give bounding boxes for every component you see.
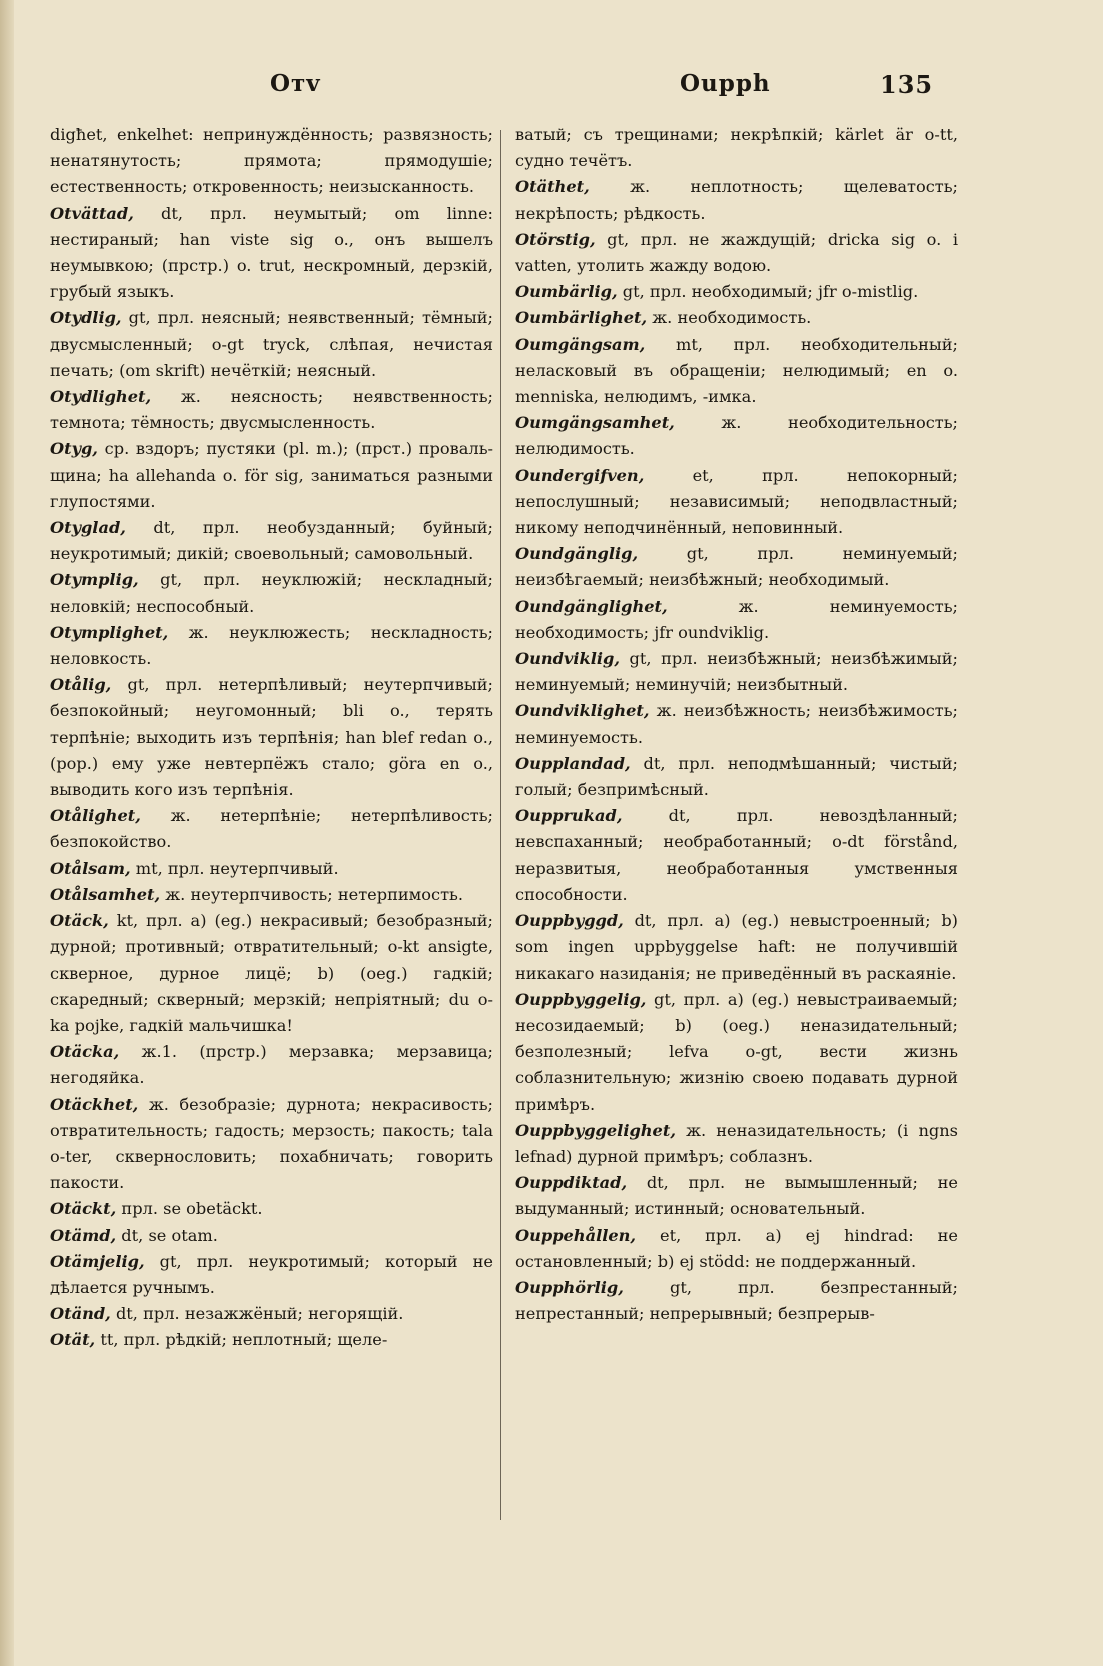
entry-headword: Ouppehållen, (515, 1225, 637, 1245)
entry-definition: gt, прл. безпрестанный; непрестанный; непрерывный; безпрерыв- (515, 1277, 958, 1324)
dictionary-entry (515, 122, 958, 174)
entry-definition: прл. se obetäckt. (116, 1199, 263, 1219)
entry-headword: Otålsamhet, (50, 884, 161, 904)
entry-definition: dt, прл. неумытый; om linne: нестираный; han viste sig o., онъ вышелъ неумывкою; (прстр.) o. trut, нескромный, дерзкій, грубый языкъ. (50, 203, 493, 302)
left-guide-word: Отv (270, 70, 321, 97)
dictionary-entry (515, 410, 958, 462)
entry-headword: Otydlighet, (50, 387, 152, 407)
entry-headword: Otörstig, (515, 229, 596, 249)
entry-headword: Otymplighet, (50, 622, 169, 642)
entry-definition: gt, прл. неукротимый; который не дѣлается ручнымъ. (50, 1251, 493, 1297)
dictionary-entry (515, 1223, 958, 1275)
entry-headword: Oupprukad, (515, 806, 623, 826)
dictionary-entry (515, 174, 958, 226)
entry-definition: digħet, enkelhet: непринуждённость; развязность; ненатянутость; прямота; прямодушіе; естественность; откровенность; неизысканность. (50, 125, 493, 197)
entry-headword: Otäcka, (50, 1042, 120, 1062)
entry-headword: Oundviklighet, (515, 701, 650, 721)
entry-headword: Ouppbyggelig, (515, 989, 647, 1009)
entry-definition: dt, прл. невоздѣланный; невспаханный; необработанный; o-dt förstånd, неразвитыя, необработанныя умственныя способности. (515, 806, 958, 904)
dictionary-entry (515, 646, 958, 698)
entry-headword: Oundgänglig, (515, 544, 639, 564)
entry-headword: Otäckhet, (50, 1094, 139, 1114)
entry-definition: gt, прл. неясный; неявственный; тёмный; двусмысленный; o-gt tryck, слѣпая, нечистая печать; (om skrift) нечёткій; неясный. (50, 308, 493, 380)
dictionary-entry (515, 908, 958, 987)
entry-definition: gt, прл. нетерпѣливый; неутерпчивый; безпокойный; неугомонный; bli o., терять терпѣніе; выходить изъ терпѣнія; han blef redan o., (рор.) ему уже невтерпёжъ стало; göra en o., выводить кого изъ терпѣнія. (50, 675, 493, 800)
entry-definition: gt, прл. не жаждущій; dricka sig o. i vatten, утолить жажду водою. (515, 229, 958, 276)
column-divider (500, 130, 501, 1520)
dictionary-entry (515, 1275, 958, 1327)
dictionary-entry (50, 567, 493, 619)
dictionary-entry (515, 541, 958, 593)
entry-definition: ж. неясность; неявственность; темнота; тёмность; двусмысленность. (50, 387, 493, 433)
entry-headword: Otydlig, (50, 308, 122, 328)
dictionary-entry (50, 436, 493, 515)
entry-headword: Ouppbyggelighet, (515, 1120, 676, 1140)
entry-definition: gt, прл. неизбѣжный; неизбѣжимый; неминуемый; неминучій; неизбытный. (515, 649, 958, 695)
dictionary-entry (50, 1196, 493, 1222)
entry-definition: ж. нетерпѣніе; нетерпѣливость; безпокойство. (50, 806, 493, 852)
dictionary-entry (515, 332, 958, 411)
entry-definition: ж. неплотность; щелеватость; некрѣпость; рѣдкость. (515, 177, 958, 223)
entry-definition: ж. неуклюжесть; нескладность; неловкость. (50, 622, 493, 669)
dictionary-entry (50, 1039, 493, 1091)
entry-headword: Otänd, (50, 1304, 111, 1324)
entry-definition: dt, прл. необузданный; буйный; неукротимый; дикій; своевольный; самовольный. (50, 518, 493, 564)
dictionary-entry (50, 1301, 493, 1327)
entry-definition: ж.1. (прстр.) мерзавка; мерзавица; негодяйка. (50, 1042, 493, 1088)
entry-headword: Oupphörlig, (515, 1277, 624, 1297)
dictionary-entry (515, 305, 958, 331)
dictionary-entry (515, 698, 958, 750)
entry-definition: ж. безобразіе; дурнота; некрасивость; отвратительность; гадость; мерзость; пакость; tala o-ter, сквернословить; похабничать; говорить пакости. (50, 1094, 493, 1193)
entry-headword: Otämjelig, (50, 1251, 145, 1271)
dictionary-entry (50, 305, 493, 384)
dictionary-entry (50, 908, 493, 1039)
dictionary-entry (515, 987, 958, 1118)
entry-headword: Ouppbyggd, (515, 911, 624, 931)
dictionary-entry (50, 515, 493, 567)
dictionary-entry (50, 803, 493, 855)
entry-definition: ж. неутерпчивость; нетерпимость. (160, 884, 463, 904)
dictionary-entry (50, 384, 493, 436)
entry-headword: Oundergifven, (515, 465, 645, 485)
dictionary-entry (515, 227, 958, 279)
entry-headword: Otålig, (50, 675, 112, 695)
entry-definition: ср. вздоръ; пустяки (pl. m.); (прст.) провальщина; ha allehanda o. för sig, заниматься разными глупостями. (50, 439, 493, 511)
entry-definition: ж. неназидательность; (i ngns lefnad) дурной примѣръ; соблазнъ. (515, 1120, 958, 1166)
entry-headword: Otyglad, (50, 518, 126, 538)
entry-definition: mt, прл. необходительный; неласковый въ обращеніи; нелюдимый; en o. menniska, нелюдимъ, -имка. (515, 334, 958, 407)
entry-headword: Ouppdiktad, (515, 1173, 628, 1193)
entry-definition: dt, se otam. (116, 1225, 218, 1245)
page-edge-shadow (0, 0, 14, 1666)
entry-definition: ж. необходительность; нелюдимость. (515, 413, 958, 459)
dictionary-entry (50, 122, 493, 201)
entry-definition: gt, прл. необходимый; jfr o-mistlig. (617, 282, 919, 302)
entry-headword: Oupplandad, (515, 753, 631, 773)
dictionary-entry (50, 201, 493, 306)
entry-headword: Oundviklig, (515, 649, 620, 669)
entry-headword: Otyg, (50, 439, 98, 459)
entry-definition: dt, прл. неподмѣшанный; чистый; голый; безпримѣсный. (515, 753, 958, 800)
entry-definition: gt, прл. неминуемый; неизбѣгаемый; неизбѣжный; необходимый. (515, 544, 958, 590)
entry-headword: Otålsam, (50, 858, 131, 878)
dictionary-entry (50, 856, 493, 882)
dictionary-entry (50, 1327, 493, 1353)
right-column (515, 122, 958, 1327)
dictionary-entry (515, 803, 958, 908)
dictionary-entry (50, 1249, 493, 1301)
entry-definition: ж. неизбѣжность; неизбѣжимость; неминуемость. (515, 701, 958, 747)
dictionary-entry (515, 1118, 958, 1170)
entry-headword: Oumgängsam, (515, 334, 646, 354)
entry-headword: Oumgängsamhet, (515, 413, 675, 433)
dictionary-entry (50, 1223, 493, 1249)
dictionary-entry (515, 463, 958, 542)
dictionary-entry (50, 672, 493, 803)
entry-definition: dt, прл. не вымышленный; не выдуманный; истинный; основательный. (515, 1173, 958, 1219)
dictionary-entry (515, 279, 958, 305)
entry-headword: Oundgänglighet, (515, 596, 668, 616)
dictionary-entry (50, 620, 493, 672)
entry-headword: Otymplig, (50, 570, 139, 590)
entry-definition: gt, прл. неуклюжій; нескладный; неловкій; неспособный. (50, 570, 493, 616)
entry-definition: tt, прл. рѣдкій; неплотный; щеле- (95, 1330, 388, 1350)
entry-definition: et, прл. а) ej hindrad: не остановленный; b) ej stödd: не поддержанный. (515, 1225, 958, 1271)
entry-definition: ж. необходимость. (647, 308, 812, 328)
entry-definition: et, прл. непокорный; непослушный; независимый; неподвластный; никому неподчинённый, неповинный. (515, 465, 958, 538)
entry-definition: dt, прл. незажжёный; негорящій. (110, 1304, 404, 1324)
dictionary-entry (515, 751, 958, 803)
entry-headword: Oumbärlighet, (515, 308, 648, 328)
entry-headword: Otvättad, (50, 203, 134, 223)
dictionary-entry (50, 1092, 493, 1197)
entry-headword: Otäckt, (50, 1199, 117, 1219)
dictionary-entry (515, 594, 958, 646)
page-number: 135 (880, 70, 934, 99)
entry-definition: kt, прл. а) (eg.) некрасивый; безобразный; дурной; противный; отвратительный; o-kt ansigte, скверное, дурное лицё; b) (oeg.) гадкій; скаредный; скверный; мерзкій; непріятный; du o-ka pojke, гадкій мальчишка! (50, 911, 493, 1035)
entry-definition: ватый; съ трещинами; некрѣпкій; kärlet är o-tt, судно течётъ. (515, 125, 958, 171)
entry-definition: mt, прл. неутерпчивый. (130, 858, 339, 878)
entry-definition: dt, прл. а) (eg.) невыстроенный; b) som ingen uppbyggelse haft: не получившій никакаго назиданія; не приведённый въ раскаяніе. (515, 911, 958, 983)
entry-headword: Otämd, (50, 1225, 117, 1245)
entry-headword: Otäthet, (515, 177, 590, 197)
dictionary-entry (50, 882, 493, 908)
entry-definition: gt, прл. а) (eg.) невыстраиваемый; несозидаемый; b) (oeg.) неназидательный; безполезный; lefva o-gt, вести жизнь соблазнительную; жизнію своею подавать дурной примѣръ. (515, 989, 958, 1114)
right-guide-word: Oupph (680, 70, 771, 97)
entry-definition: ж. неминуемость; необходимость; jfr oundviklig. (515, 596, 958, 642)
entry-headword: Oumbärlig, (515, 282, 618, 302)
entry-headword: Otålighet, (50, 806, 141, 826)
dictionary-entry (515, 1170, 958, 1222)
left-column (50, 122, 493, 1354)
entry-headword: Otät, (50, 1330, 96, 1350)
entry-headword: Otäck, (50, 911, 109, 931)
